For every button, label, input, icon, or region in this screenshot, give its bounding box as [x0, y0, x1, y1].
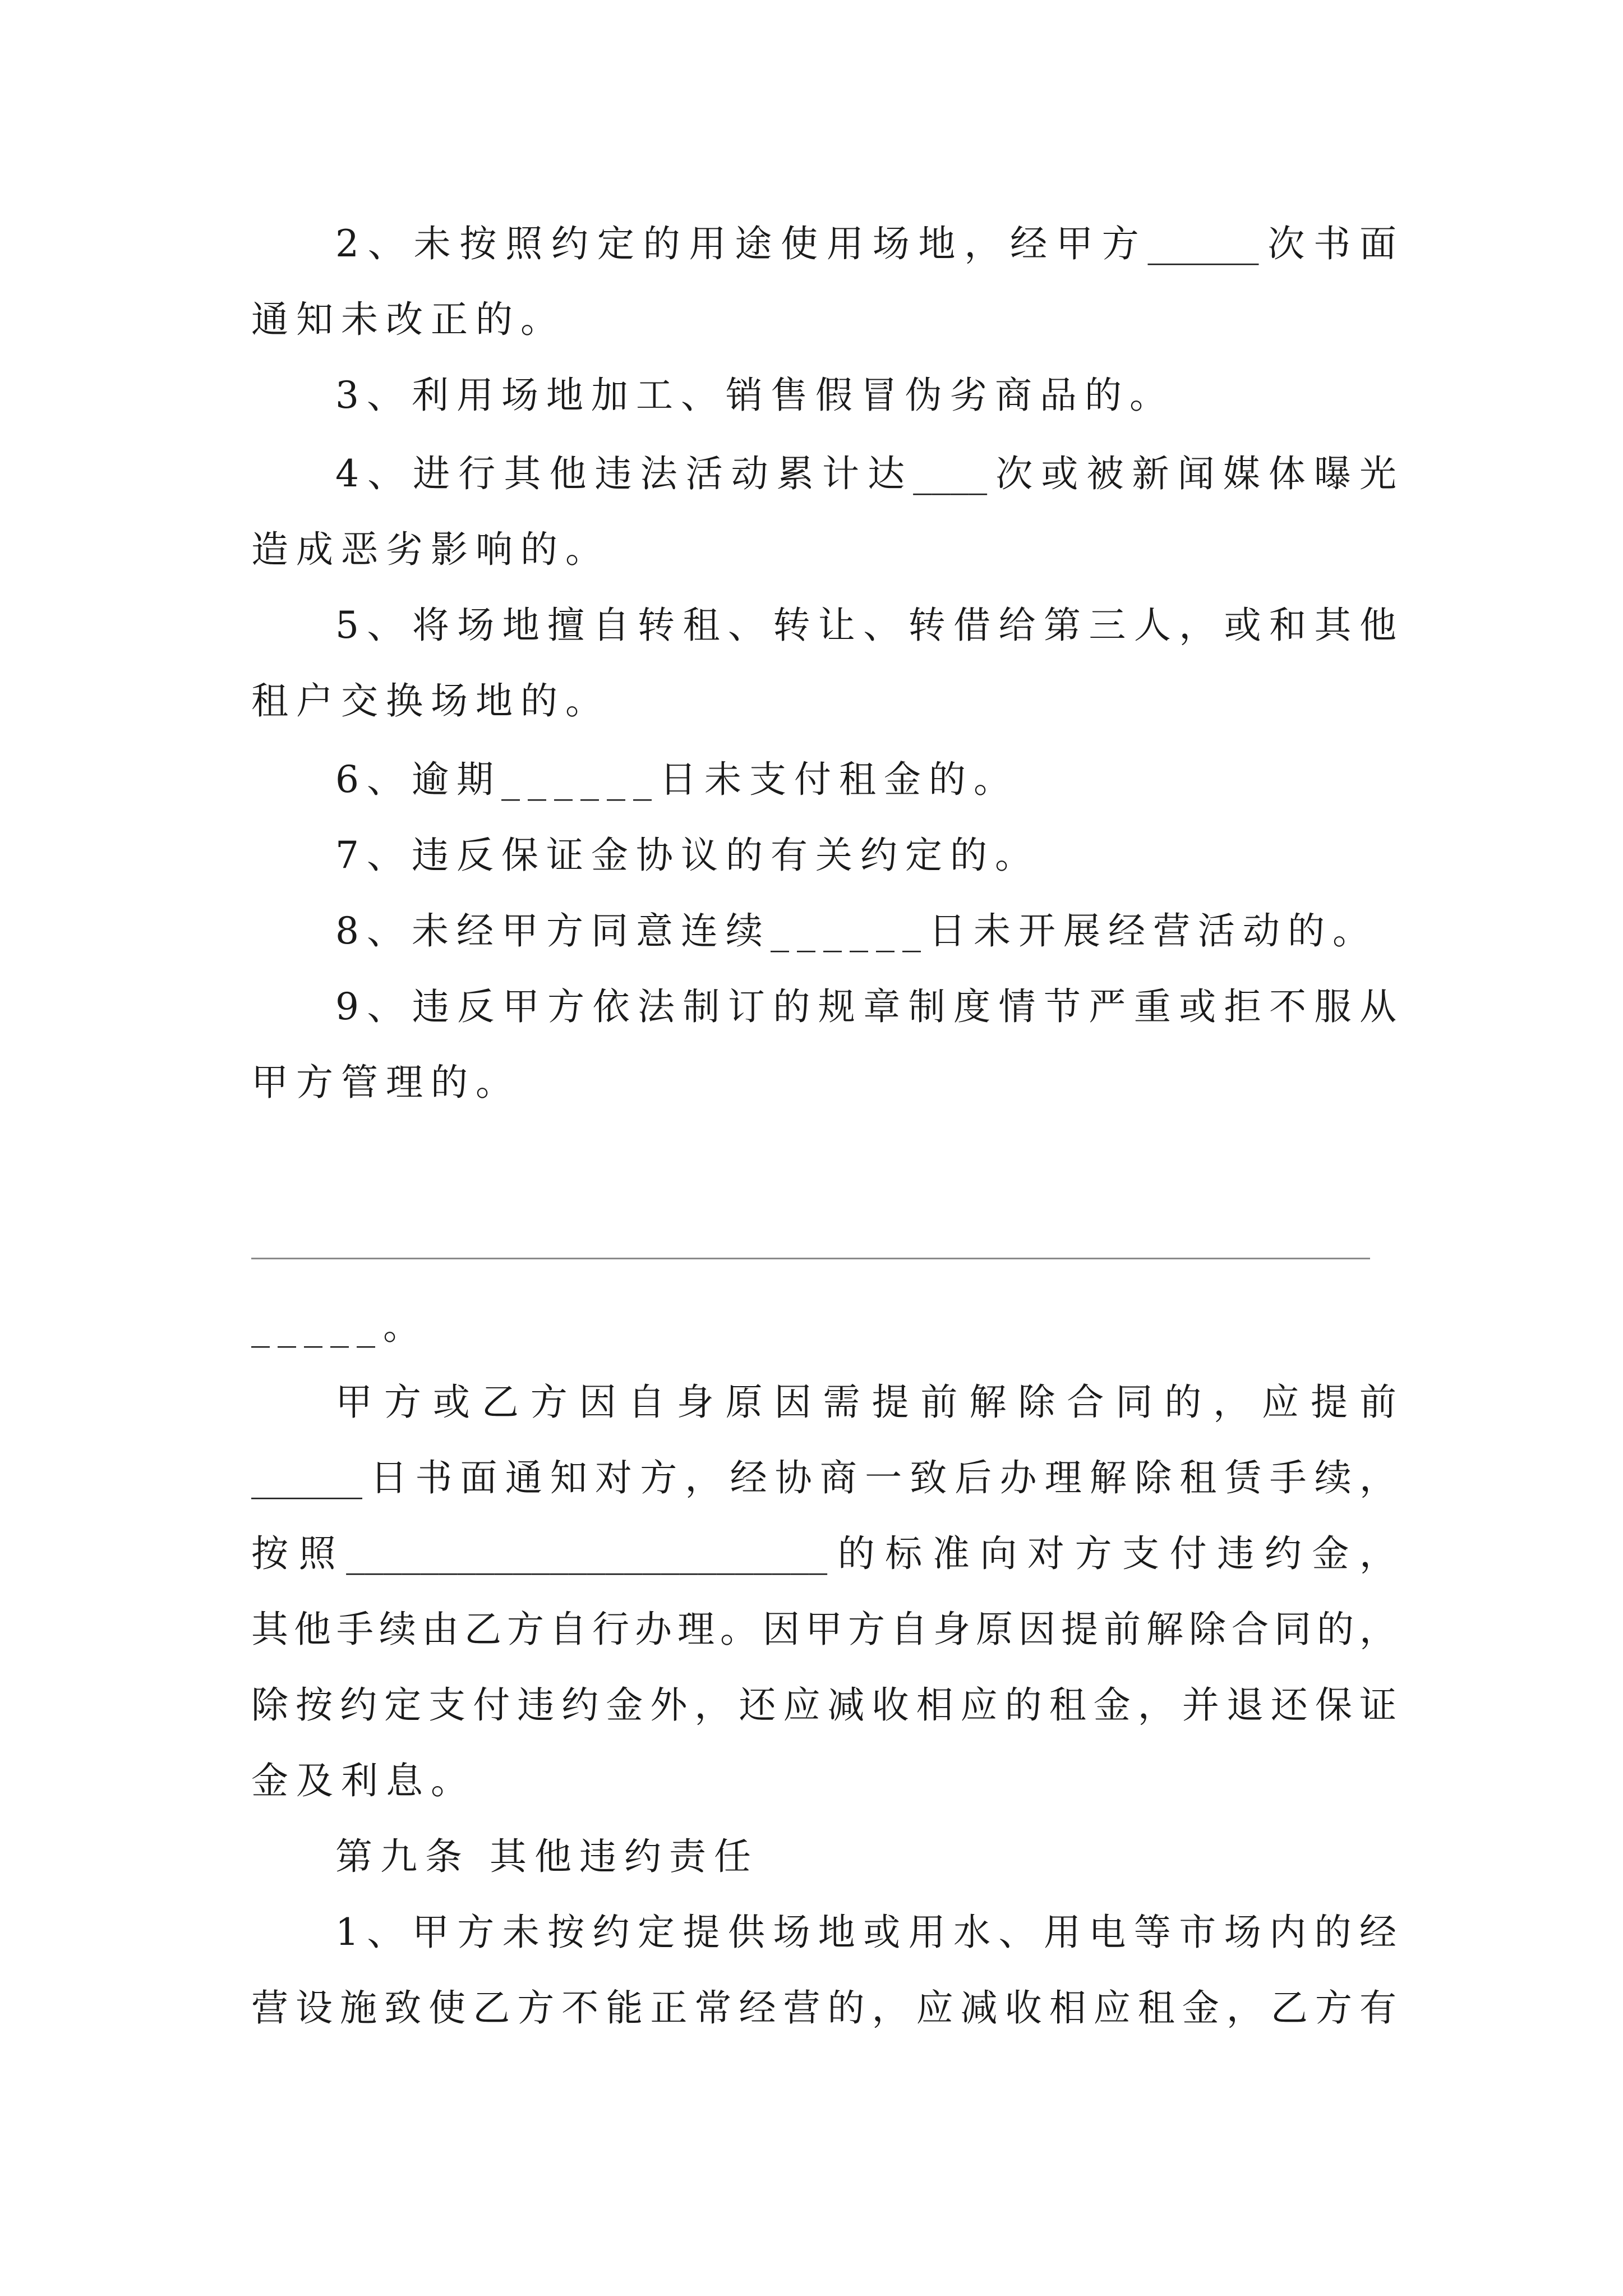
termination-line-5: 除按约定支付违约金外，还应减收相应的租金，并退还保证 — [251, 1683, 1396, 1727]
clause-4-line-2: 造成恶劣影响的。 — [251, 528, 610, 571]
clause-9-line-1: 9、违反甲方依法制订的规章制度情节严重或拒不服从 — [335, 985, 1396, 1028]
fill-in-blank-line — [251, 1258, 1370, 1259]
article-9-heading: 第九条 其他违约责任 — [335, 1835, 759, 1878]
clause-8: 8、未经甲方同意连续______日未开展经营活动的。 — [335, 909, 1377, 953]
article-9-clause-1-line-1: 1、甲方未按约定提供场地或用水、用电等市场内的经 — [335, 1911, 1396, 1954]
clause-3: 3、利用场地加工、销售假冒伪劣商品的。 — [335, 374, 1174, 417]
termination-line-6: 金及利息。 — [251, 1759, 476, 1802]
clause-7: 7、违反保证金协议的有关约定的。 — [335, 834, 1040, 877]
termination-line-3: 按照__________________________的标准向对方支付违约金， — [251, 1532, 1396, 1575]
termination-line-2: ______日书面通知对方，经协商一致后办理解除租赁手续， — [251, 1456, 1396, 1499]
clause-2-line-2: 通知未改正的。 — [251, 298, 565, 341]
termination-line-4: 其他手续由乙方自行办理。因甲方自身原因提前解除合同的， — [251, 1608, 1396, 1651]
clause-5-line-1: 5、将场地擅自转租、转让、转借给第三人，或和其他 — [335, 604, 1396, 647]
article-9-clause-1-line-2: 营设施致使乙方不能正常经营的，应减收相应租金，乙方有 — [251, 1986, 1396, 2030]
clause-2-line-1: 2、未按照约定的用途使用场地，经甲方______次书面 — [335, 222, 1396, 265]
clause-6: 6、逾期______日未支付租金的。 — [335, 758, 1018, 801]
clause-4-line-1: 4、进行其他违法活动累计达____次或被新闻媒体曝光 — [335, 452, 1396, 495]
termination-line-1: 甲方或乙方因自身原因需提前解除合同的，应提前 — [335, 1381, 1396, 1424]
clause-5-line-2: 租户交换场地的。 — [251, 679, 610, 723]
clause-9-line-2: 甲方管理的。 — [251, 1061, 520, 1104]
blank-line-end: _____。 — [251, 1305, 428, 1348]
